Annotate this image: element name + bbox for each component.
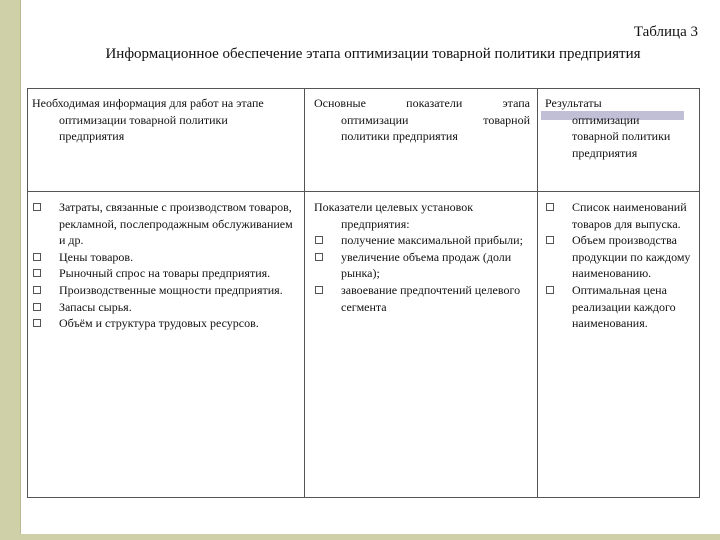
table-number: Таблица 3	[633, 24, 698, 40]
list-item	[32, 249, 300, 266]
list-item-text: Оптимальная цена реализации каждого наименования.	[572, 282, 676, 331]
header-col-2-word: показатели	[406, 96, 463, 110]
list-item-text: Затраты, связанные с производством товаров, рекламной, послепродажным обслуживанием и др.	[59, 200, 293, 248]
header-col-3-line-1: Результаты	[545, 96, 602, 110]
results-list	[545, 199, 697, 332]
checkbox-bullet-icon	[315, 286, 323, 294]
header-col-2	[314, 95, 530, 145]
left-decor-bar	[0, 0, 20, 540]
list-item	[32, 199, 300, 249]
header-col-2-line-1	[314, 95, 530, 112]
list-item	[545, 232, 697, 282]
header-col-3-line-4: предприятия	[572, 145, 638, 160]
checkbox-bullet-icon	[546, 236, 554, 244]
col-divider-2	[537, 89, 538, 497]
bottom-decor-bar	[0, 534, 720, 540]
checkbox-bullet-icon	[546, 286, 554, 294]
checkbox-bullet-icon	[315, 236, 323, 244]
list-item	[545, 199, 697, 232]
info-table	[27, 88, 700, 498]
list-item-text: Цены товаров.	[59, 249, 134, 264]
table-title: Информационное обеспечение этапа оптимизации товарной политики предприятия	[105, 46, 641, 62]
header-col-2-word: Основные	[314, 96, 366, 110]
checkbox-bullet-icon	[315, 253, 323, 261]
target-indicators-intro: Показатели целевых установок предприятия:	[314, 200, 474, 231]
list-item	[314, 232, 530, 249]
list-item	[545, 282, 697, 332]
header-col-3	[545, 95, 697, 161]
header-col-2-line-2	[314, 112, 530, 129]
body-col-2	[314, 199, 530, 315]
checkbox-bullet-icon	[33, 253, 41, 261]
checkbox-bullet-icon	[546, 203, 554, 211]
list-item-text: завоевание предпочтений целевого сегмента	[341, 282, 521, 314]
list-item-text: Объём и структура трудовых ресурсов.	[59, 316, 259, 331]
list-item	[32, 265, 300, 282]
list-item-text: Объем производства продукции по каждому наименованию.	[572, 233, 691, 281]
list-item	[32, 315, 300, 332]
header-col-1-text: Необходимая информация для работ на этапе оптимизации товарной политики предприятия	[32, 96, 264, 144]
header-col-1	[32, 95, 296, 145]
checkbox-bullet-icon	[33, 303, 41, 311]
header-divider	[28, 191, 699, 192]
header-col-2-line-3: политики предприятия	[341, 129, 458, 144]
checkbox-bullet-icon	[33, 286, 41, 294]
body-col-3	[545, 199, 697, 332]
list-item	[32, 299, 300, 316]
list-item-text: получение максимальной прибыли;	[341, 233, 523, 248]
list-item-text: Запасы сырья.	[59, 299, 132, 314]
body-col-1	[32, 199, 300, 332]
checkbox-bullet-icon	[33, 269, 41, 277]
header-col-3-line-3: товарной политики	[572, 129, 671, 144]
header-col-2-word: оптимизации	[341, 112, 409, 127]
list-item	[314, 249, 530, 282]
left-decor-line	[20, 0, 21, 540]
checkbox-bullet-icon	[33, 203, 41, 211]
list-item-text: Рыночный спрос на товары предприятия.	[59, 266, 271, 281]
list-item-text: увеличение объема продаж (доли рынка);	[341, 249, 512, 281]
header-col-2-word: этапа	[502, 96, 530, 110]
col-divider-1	[304, 89, 305, 497]
list-item-text: Список наименований товаров для выпуска.	[572, 200, 687, 231]
list-item	[314, 282, 530, 315]
list-item-text: Производственные мощности предприятия.	[59, 282, 283, 297]
header-col-3-line-2: оптимизации	[572, 112, 640, 127]
list-item	[32, 282, 300, 299]
checkbox-bullet-icon	[33, 319, 41, 327]
header-col-2-word: товарной	[483, 112, 530, 127]
required-info-list	[32, 199, 300, 332]
target-indicators-list	[314, 232, 530, 315]
